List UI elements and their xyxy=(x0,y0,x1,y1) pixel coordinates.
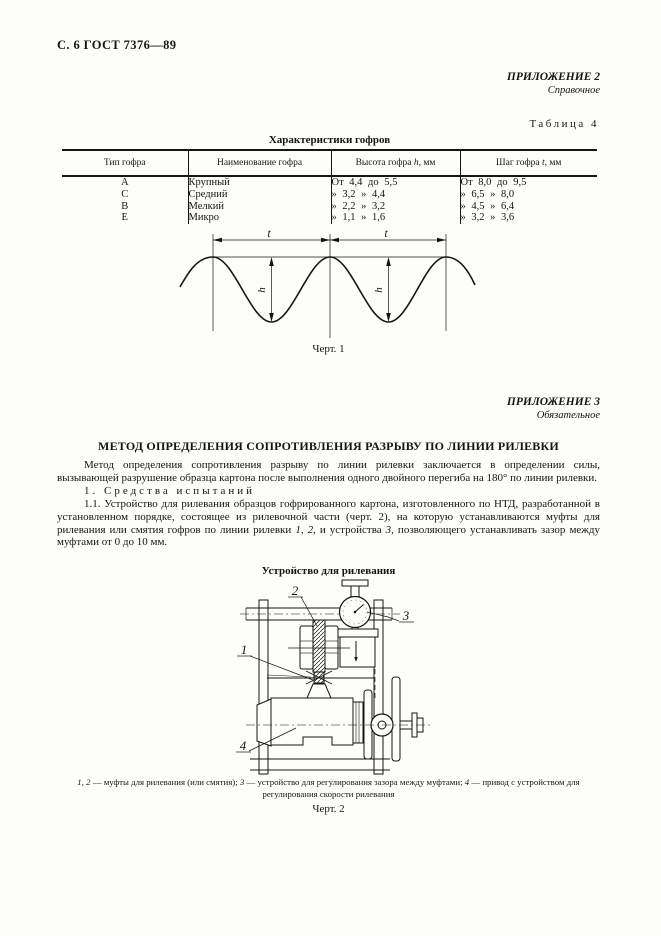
drive-motor xyxy=(257,698,363,746)
appendix-2-block xyxy=(507,71,600,97)
cell-type: Е xyxy=(121,212,128,224)
h-dim-label: h xyxy=(373,287,385,293)
label-part-2: 2 xyxy=(291,583,299,598)
creasing-device-figure xyxy=(225,579,445,781)
col-header-type: Тип гофра xyxy=(62,150,188,176)
t-dim-label: t xyxy=(384,226,388,240)
appendix-2-title: ПРИЛОЖЕНИЕ 2 xyxy=(506,71,600,83)
cell-type: В xyxy=(121,200,129,212)
method-section-title: МЕТОД ОПРЕДЕЛЕНИЯ СОПРОТИВЛЕНИЯ РАЗРЫВУ ПО ЛИНИИ РИЛЕВКИ xyxy=(98,439,559,453)
gap-adjuster-assembly xyxy=(335,629,378,698)
cell-name: Микро xyxy=(188,212,331,224)
paragraph-1-1: 1.1. Устройство для рилевания образцов гофрированного картона, изготовленного по НТД, разработанной в установленном порядке, состоящее из рилевочной части (черт. 2), на которую устанавливаются муфты для рилевания или смятия гофров по линии рилевки 1, 2, и устройства 3, позволяющего устанавливать зазор между муфтами от 0 до 10 мм. xyxy=(57,497,601,549)
table-row xyxy=(62,176,597,189)
cell-name: Крупный xyxy=(188,176,331,189)
cell-height: » 3,2 » 4,4 xyxy=(331,189,460,201)
paragraph-means-heading: 1. Средства испытаний xyxy=(84,484,256,497)
cell-type: С xyxy=(121,188,129,200)
h-dim-label: h xyxy=(256,287,268,293)
h-dimension xyxy=(256,257,391,322)
cell-step: » 4,5 » 6,4 xyxy=(460,201,597,213)
cell-height: » 2,2 » 3,2 xyxy=(331,201,460,213)
appendix-3-block xyxy=(507,396,600,422)
label-part-4: 4 xyxy=(239,738,247,753)
table-4-label: Таблица 4 xyxy=(529,118,599,130)
t-dimension xyxy=(213,226,446,242)
cell-step: » 3,2 » 3,6 xyxy=(460,212,597,224)
table-row xyxy=(62,212,597,224)
figure-2-legend: 1, 2 — муфты для рилевания (или смятия); 3 — устройство для регулирования зазора между муфтами; 4 — привод с устройством для регулирования скорости рилевания xyxy=(77,777,580,799)
table-header-row xyxy=(62,150,597,176)
cell-height: От 4,4 до 5,5 xyxy=(331,176,460,189)
col-header-height: Высота гофра h, мм xyxy=(331,150,460,176)
col-header-name: Наименование гофра xyxy=(188,150,331,176)
label-part-1: 1 xyxy=(240,642,248,657)
table-row xyxy=(62,201,597,213)
characteristics-table xyxy=(62,149,597,224)
cell-type: А xyxy=(120,177,129,188)
method-body-text xyxy=(57,459,600,549)
corrugation-wave-figure xyxy=(160,228,480,342)
paragraph-intro: Метод определения сопротивления разрыву по линии рилевки заключается в определении силы, вызывающей разрушение образца картона после выполнения одного двойного перегиба на 180° по линии рилевки. xyxy=(57,459,600,484)
wave-profile xyxy=(180,257,475,322)
figure-2-title: Устройство для рилевания xyxy=(261,565,396,577)
page-header: С. 6 ГОСТ 7376—89 xyxy=(57,38,177,52)
label-part-3: 3 xyxy=(402,608,410,623)
extension-lines xyxy=(213,234,446,338)
figure-2-caption: Черт. 2 xyxy=(312,803,345,815)
cell-height: » 1,1 » 1,6 xyxy=(331,212,460,224)
cell-step: » 6,5 » 8,0 xyxy=(460,189,597,201)
cell-name: Средний xyxy=(188,189,331,201)
appendix-2-subtitle: Справочное xyxy=(547,85,600,96)
cell-step: От 8,0 до 9,5 xyxy=(460,176,597,189)
figure-1-caption: Черт. 1 xyxy=(312,343,345,355)
t-dim-label: t xyxy=(267,226,271,240)
appendix-3-subtitle: Обязательное xyxy=(536,410,600,421)
table-row xyxy=(62,189,597,201)
table-title: Характеристики гофров xyxy=(268,134,391,146)
appendix-3-title: ПРИЛОЖЕНИЕ 3 xyxy=(506,396,600,408)
col-header-step: Шаг гофра t, мм xyxy=(460,150,597,176)
cell-name: Мелкий xyxy=(188,201,331,213)
